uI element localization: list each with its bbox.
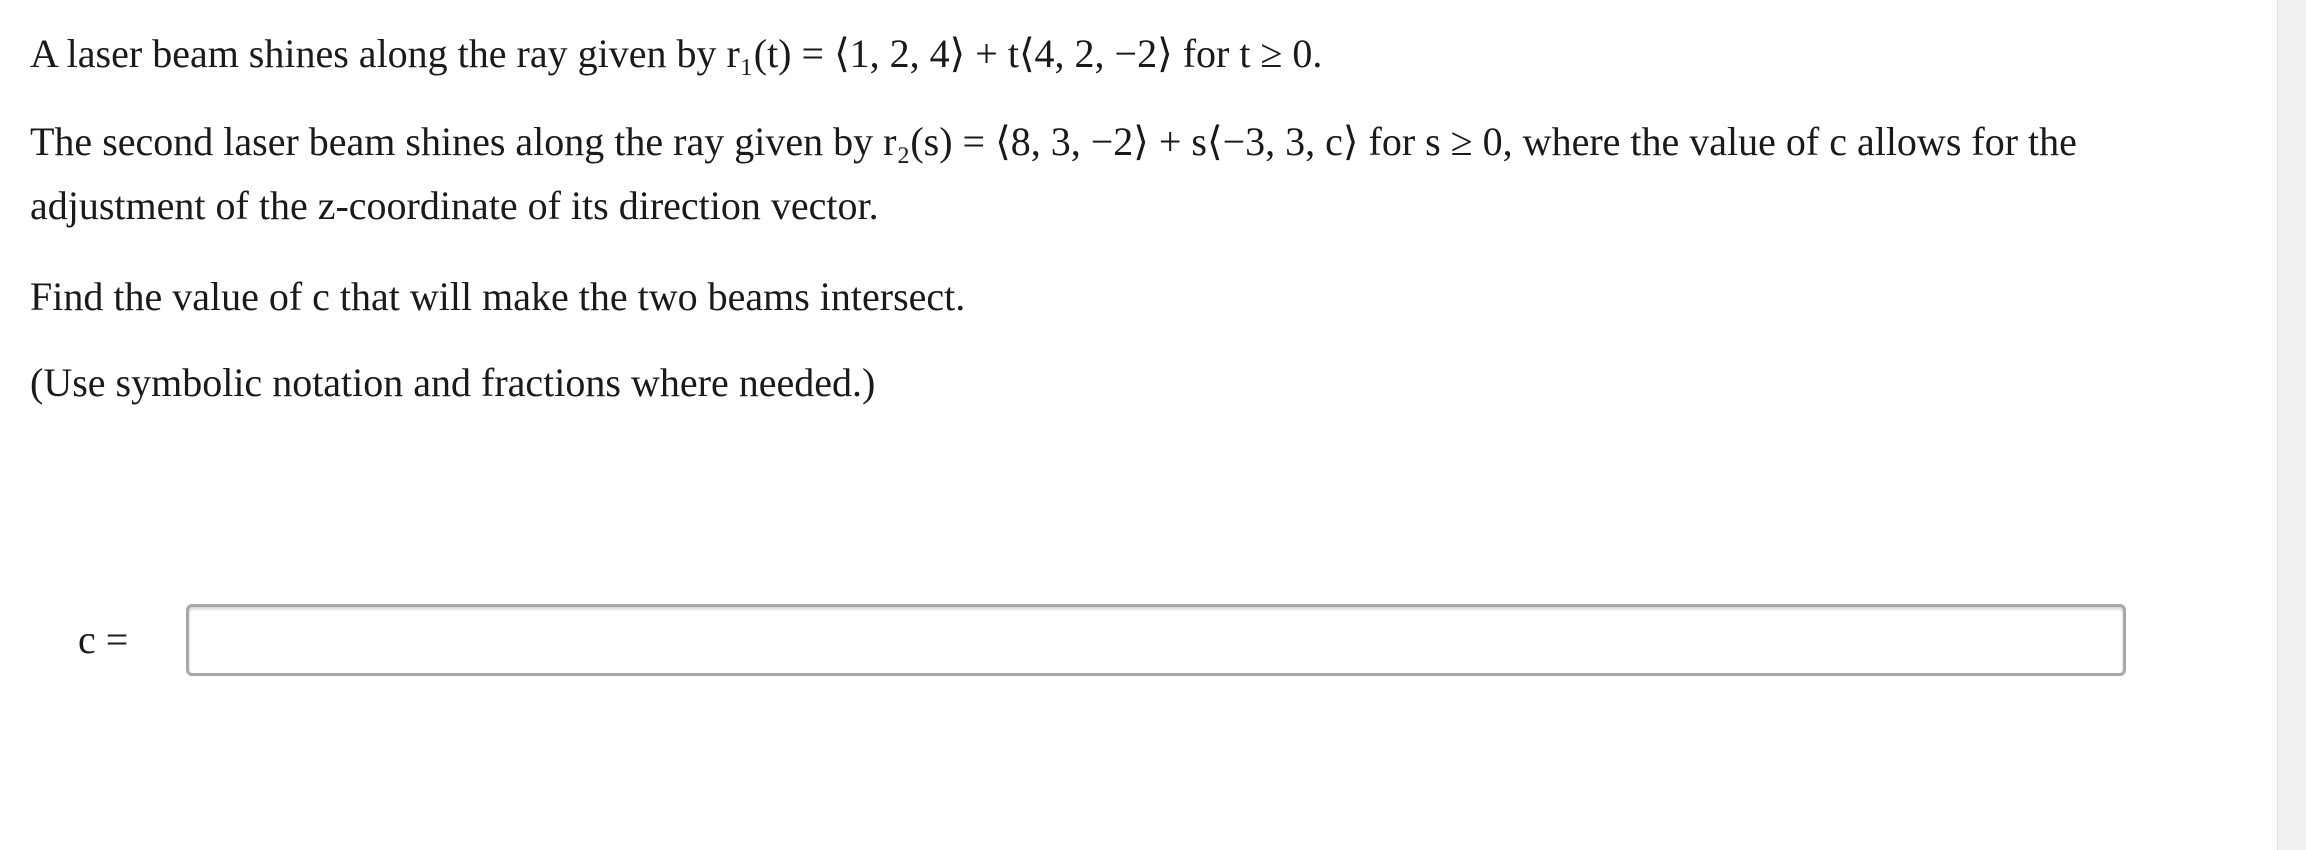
answer-label: c = [78,617,129,662]
scrollbar[interactable] [2277,0,2306,850]
problem-paragraph-2: The second laser beam shines along the ray given by r₂(s) = ⟨8, 3, −2⟩ + s⟨−3, 3, c⟩ for s ≥ 0, where the value of c allows for the adjustment of the z-coordinate of its direction vector. [30,119,2077,228]
answer-row [78,604,2138,678]
answer-input[interactable] [186,604,2126,676]
problem-instruction: Find the value of c that will make the two beams intersect. [30,274,966,319]
problem-paragraph-1: A laser beam shines along the ray given by r₁(t) = ⟨1, 2, 4⟩ + t⟨4, 2, −2⟩ for t ≥ 0. [30,31,1323,76]
problem-hint: (Use symbolic notation and fractions where needed.) [30,360,876,405]
